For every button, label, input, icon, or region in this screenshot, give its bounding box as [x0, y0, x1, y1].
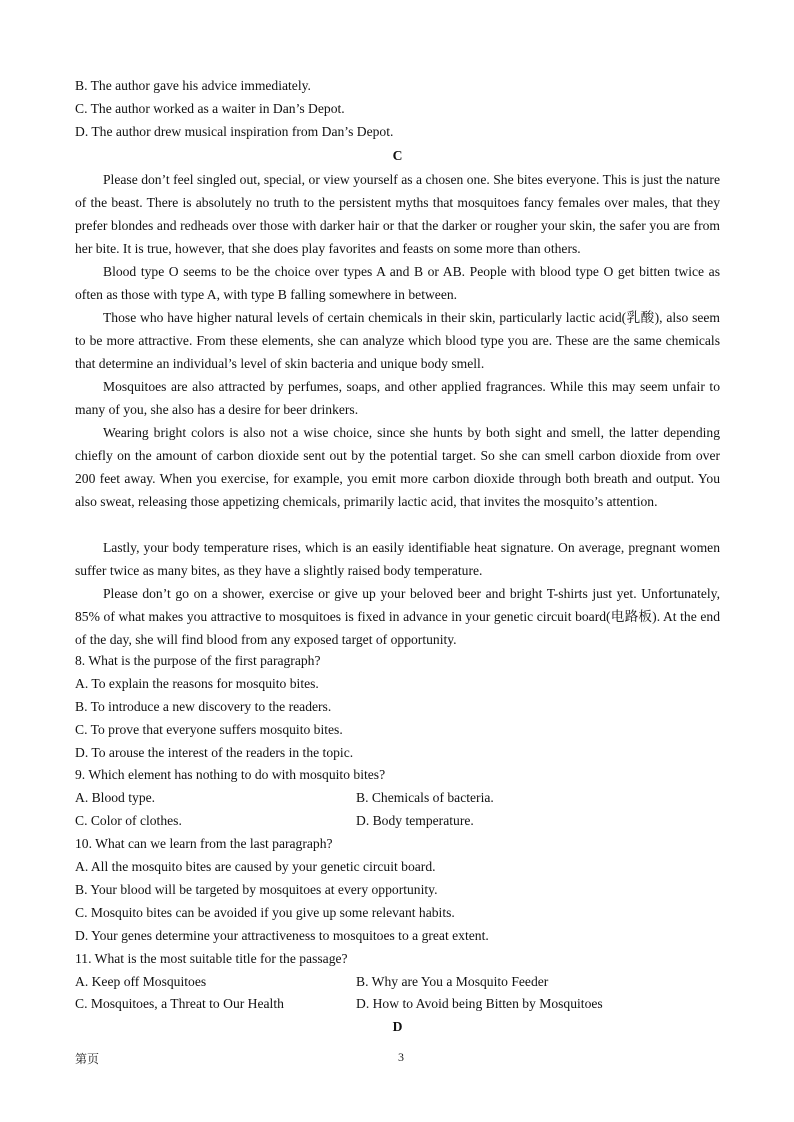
question-10-option-a: A. All the mosquito bites are caused by your genetic circuit board.	[75, 859, 436, 874]
section-c-heading: C	[392, 148, 403, 163]
question-8-option-b: B. To introduce a new discovery to the readers.	[75, 699, 332, 714]
footer-page-label: 第页	[75, 1052, 100, 1066]
question-11-option-a: A. Keep off Mosquitoes	[75, 974, 207, 989]
section-d-heading: D	[392, 1019, 403, 1034]
question-10-option-b: B. Your blood will be targeted by mosquitoes at every opportunity.	[75, 882, 438, 897]
question-10-stem: 10. What can we learn from the last paragraph?	[75, 836, 333, 851]
prev-option-b: B. The author gave his advice immediately.	[75, 78, 311, 93]
question-9-option-d: D. Body temperature.	[356, 813, 474, 828]
footer-page-number: 3	[398, 1050, 404, 1064]
question-9-stem: 9. Which element has nothing to do with mosquito bites?	[75, 767, 386, 782]
question-8-option-a: A. To explain the reasons for mosquito bites.	[75, 676, 319, 691]
question-11-stem: 11. What is the most suitable title for the passage?	[75, 951, 348, 966]
passage-paragraph-2: Blood type O seems to be the choice over types A and B or AB. People with blood type O get bitten twice as often as those with type A, with type B falling somewhere in between.	[75, 264, 720, 302]
question-8-option-d: D. To arouse the interest of the readers in the topic.	[75, 745, 354, 760]
question-9-option-c: C. Color of clothes.	[75, 813, 182, 828]
question-8-option-c: C. To prove that everyone suffers mosquito bites.	[75, 722, 343, 737]
passage-paragraph-1: Please don’t feel singled out, special, or view yourself as a chosen one. She bites everyone. This is just the nature of the beast. There is absolutely no truth to the persistent myths that mosquitoes fancy females over males, that they prefer blondes and redheads over those with darker hair or that the darker or rougher your skin, the safer you are from her bite. It is true, however, that she does play favorites and feasts on some more than others.	[75, 172, 720, 256]
passage-paragraph-5: Wearing bright colors is also not a wise choice, since she hunts by both sight and smell, the latter depending chiefly on the amount of carbon dioxide sent out by the potential target. So she can smell carbon dioxide from over 200 feet away. When you exercise, for example, you emit more carbon dioxide through both breath and output. You also sweat, releasing those appetizing chemicals, primarily lactic acid, that invites the mosquito’s attention.	[75, 425, 720, 509]
question-8-stem: 8. What is the purpose of the first paragraph?	[75, 653, 321, 668]
question-10-option-c: C. Mosquito bites can be avoided if you give up some relevant habits.	[75, 905, 455, 920]
question-9-option-b: B. Chemicals of bacteria.	[356, 790, 494, 805]
passage-paragraph-4: Mosquitoes are also attracted by perfumes, soaps, and other applied fragrances. While this may seem unfair to many of you, she also has a desire for beer drinkers.	[75, 379, 720, 417]
prev-option-d: D. The author drew musical inspiration from Dan’s Depot.	[75, 124, 394, 139]
question-11-option-c: C. Mosquitoes, a Threat to Our Health	[75, 996, 284, 1011]
question-10-option-d: D. Your genes determine your attractiveness to mosquitoes to a great extent.	[75, 928, 489, 943]
question-11-option-b: B. Why are You a Mosquito Feeder	[356, 974, 549, 989]
passage-paragraph-7: Please don’t go on a shower, exercise or give up your beloved beer and bright T-shirts just yet. Unfortunately, 85% of what makes you attractive to mosquitoes is fixed in advance in your genetic circuit board(电路板). At the end of the day, she will find blood from any exposed target of opportunity.	[75, 586, 720, 647]
question-9-option-a: A. Blood type.	[75, 790, 156, 805]
question-11-option-d: D. How to Avoid being Bitten by Mosquitoes	[356, 996, 603, 1011]
passage-paragraph-3: Those who have higher natural levels of certain chemicals in their skin, particularly lactic acid(乳酸), also seem to be more attractive. From these elements, she can analyze which blood type you are. These are the same chemicals that determine an individual’s level of skin bacteria and unique body smell.	[75, 310, 720, 371]
prev-option-c: C. The author worked as a waiter in Dan’s Depot.	[75, 101, 345, 116]
passage-paragraph-6: Lastly, your body temperature rises, which is an easily identifiable heat signature. On average, pregnant women suffer twice as many bites, as they have a slightly raised body temperature.	[75, 540, 720, 578]
